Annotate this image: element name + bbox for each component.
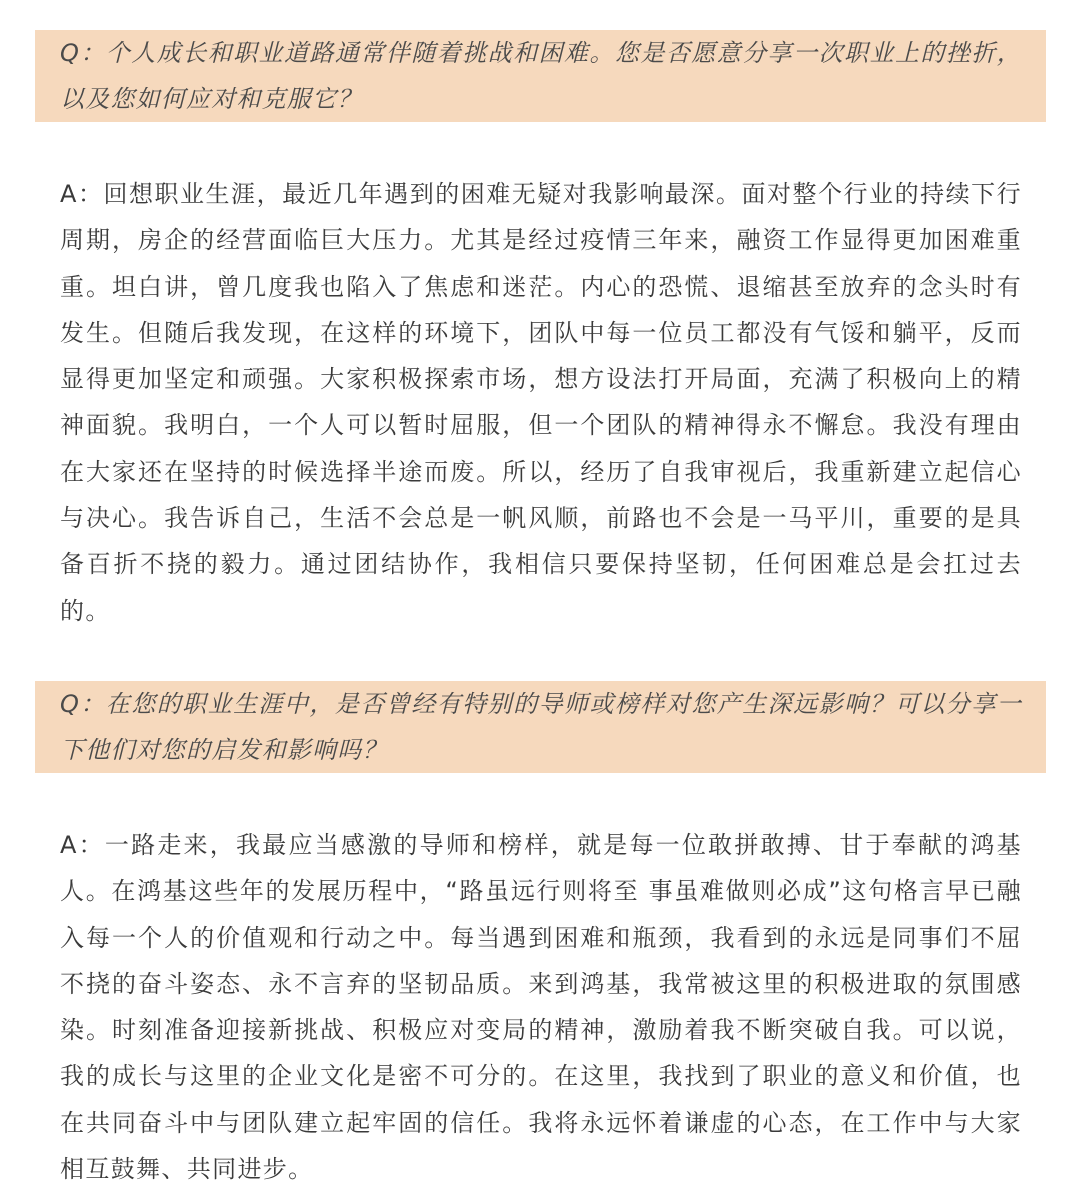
question-block-1 bbox=[35, 30, 1046, 122]
question-block-2 bbox=[35, 681, 1046, 773]
answer-paragraph-2: A：一路走来，我最应当感激的导师和榜样，就是每一位敢拼敢搏、甘于奉献的鸿基人。在鸿基这些年的发展历程中，“路虽远行则将至 事虽难做则必成”这句格言早已融入每一个人的价值观和行动之中。每当遇到困难和瓶颈，我看到的永远是同事们不屈不挠的奋斗姿态、永不言弃的坚韧品质。来到鸿基，我常被这里的积极进取的氛围感染。时刻准备迎接新挑战、积极应对变局的精神，激励着我不断突破自我。可以说，我的成长与这里的企业文化是密不可分的。在这里，我找到了职业的意义和价值，也在共同奋斗中与团队建立起牢固的信任。我将永远怀着谦虚的心态，在工作中与大家相互鼓舞、共同进步。 bbox=[60, 831, 1022, 1184]
question-text: Q：个人成长和职业道路通常伴随着挑战和困难。您是否愿意分享一次职业上的挫折，以及您如何应对和克服它？ bbox=[60, 39, 1022, 113]
answer-paragraph-1: A：回想职业生涯，最近几年遇到的困难无疑对我影响最深。面对整个行业的持续下行周期，房企的经营面临巨大压力。尤其是经过疫情三年来，融资工作显得更加困难重重。坦白讲，曾几度我也陷入了焦虑和迷茫。内心的恐慌、退缩甚至放弃的念头时有发生。但随后我发现，在这样的环境下，团队中每一位员工都没有气馁和躺平，反而显得更加坚定和顽强。大家积极探索市场，想方设法打开局面，充满了积极向上的精神面貌。我明白，一个人可以暂时屈服，但一个团队的精神得永不懈怠。我没有理由在大家还在坚持的时候选择半途而废。所以，经历了自我审视后，我重新建立起信心与决心。我告诉自己，生活不会总是一帆风顺，前路也不会是一马平川，重要的是具备百折不挠的毅力。通过团结协作，我相信只要保持坚韧，任何困难总是会扛过去的。 bbox=[60, 180, 1022, 625]
question-text: Q：在您的职业生涯中，是否曾经有特别的导师或榜样对您产生深远影响？可以分享一下他们对您的启发和影响吗？ bbox=[60, 690, 1022, 764]
